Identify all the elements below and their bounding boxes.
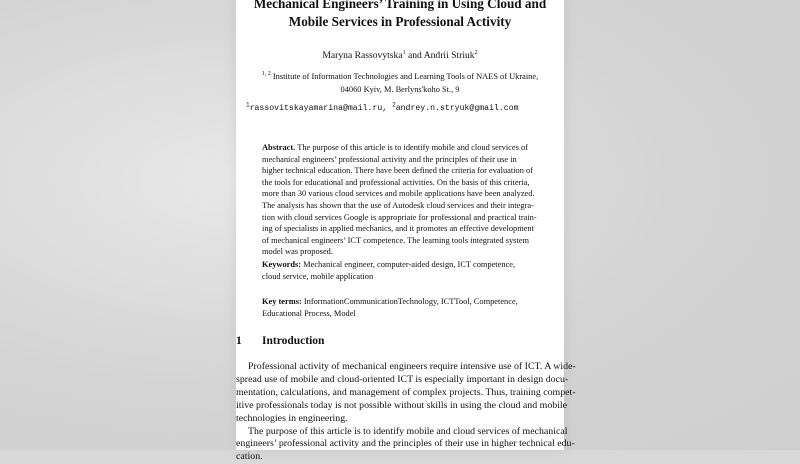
body-line: cation. [236,451,263,463]
affiliation-line-1 [236,71,564,83]
paper-title-line-2: Mobile Services in Professional Activity [288,14,512,29]
body-line: Professional activity of mechanical engineers require intensive use of ICT. A wide- [248,361,576,372]
abstract-label: Abstract. [262,143,296,152]
section-number: 1 [236,335,242,347]
author-2-sup: 2 [474,49,478,56]
section-title: Introduction [262,335,325,347]
body-line: The purpose of this article is to identify mobile and cloud services of mechanical [248,425,568,437]
key-terms-label: Key terms: [262,297,302,306]
author-2: Andrii Striuk [423,50,475,61]
body-line: engineers’ professional activity and the principles of their use in higher technical edu- [236,438,575,450]
emails [246,101,519,113]
keywords: Keywords: Mechanical engineer, computer-aided design, ICT competence, cloud service, mobile application [262,260,516,281]
authors [236,50,564,61]
email-1[interactable]: rassovitskayamarina@mail.ru, [249,104,388,113]
affiliation-line-2: 04060 Kyiv, M. Berlyns'koho St., 9 [340,85,460,94]
body-line: mentation, calculations, and management of complex projects. Thus, training compet- [236,386,576,398]
email-2-sup: 2 [392,101,396,109]
body-line: itive professionals today is not possible without skills in using the cloud and mobile [236,399,568,411]
keywords-label: Keywords: [262,260,302,269]
email-1-sup: 1 [246,101,250,109]
email-2[interactable]: andrey.n.stryuk@gmail.com [395,104,519,113]
author-1-sup: 1 [402,49,406,56]
affiliation-sup: 1, 2 [261,71,271,78]
affiliation-text: Institute of Information Technologies and Learning Tools of NAES of Ukraine, [270,72,539,81]
abstract: Abstract. The purpose of this article is to identify mobile and cloud services of mechanical engineers’ professional activity and the principles of their use in higher technical education. There have been defined the criteria for evaluation of the tools for educational and professional activities. On the basis of this criteria, more than 30 various cloud services and mobile applications have been analyzed. The analysis has shown that the use of Autodesk cloud services and their integra- tion with cloud services Google is appropriate for professional and practical train- ing of specialists in applied mechanics, and it promotes an effective development of mechanical engineers’ ICT competence. The learning tools integrated system model was proposed. [262,143,537,257]
body-line: spread use of mobile and cloud-oriented ICT is especially important in design docu- [236,373,569,385]
paper-title-line-1: Mechanical Engineers’ Training in Using Cloud and [253,0,547,11]
authors-connector: and [405,50,424,61]
body-line: technologies in engineering. [236,412,348,424]
body-text [236,361,576,464]
author-1: Maryna Rassovytska [322,50,403,61]
key-terms: Key terms: InformationCommunicationTechnology, ICTTool, Competence, Educational Process, Model [262,297,518,318]
